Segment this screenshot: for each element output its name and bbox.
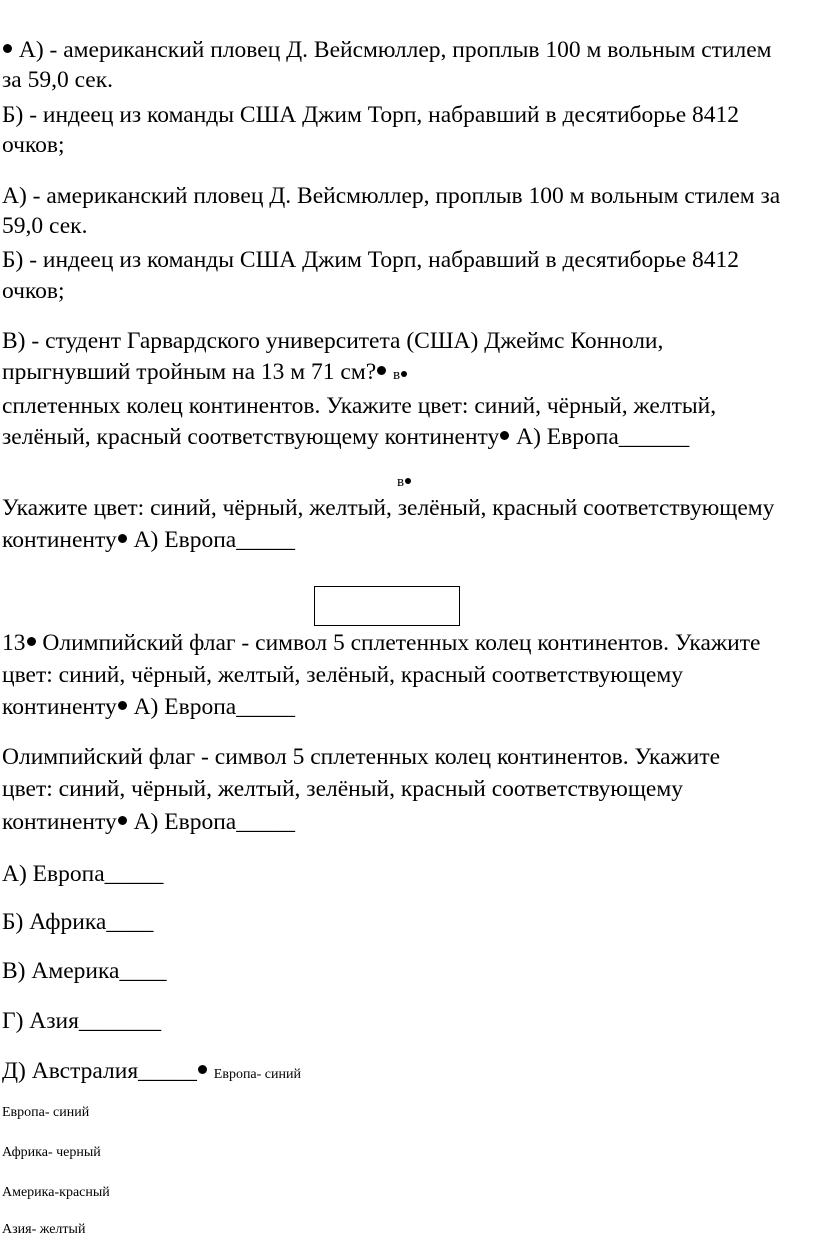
stray-marker: в: [397, 473, 412, 491]
block2-line2: 59,0 сек.: [2, 213, 88, 239]
block4-line2: континенту А) Европа_____: [2, 527, 295, 553]
bullet-icon: [27, 637, 36, 646]
option-europe: А) Европа_____: [2, 861, 164, 887]
block2-line4: очков;: [2, 278, 65, 304]
block5-line2: цвет: синий, чёрный, желтый, зелёный, красный соответствующему: [2, 662, 683, 688]
bullet-icon: [3, 44, 12, 53]
block5-line1: 13 Олимпийский флаг - символ 5 сплетенных колец континентов. Укажите: [2, 630, 761, 656]
block5-line3: континенту А) Европа_____: [2, 694, 295, 720]
bullet-icon: [118, 816, 127, 825]
bullet-icon: [405, 478, 411, 484]
answer-europe: Европа- синий: [2, 1105, 90, 1120]
option-africa: Б) Африка____: [2, 909, 154, 935]
block6-line3: континенту А) Европа_____: [2, 809, 295, 835]
block1-line3: Б) - индеец из команды США Джим Торп, набравший в десятиборье 8412: [2, 102, 740, 128]
block2-line1: А) - американский пловец Д. Вейсмюллер, проплыв 100 м вольным стилем за: [2, 183, 781, 209]
block2-line3: Б) - индеец из команды США Джим Торп, набравший в десятиборье 8412: [2, 247, 740, 273]
bullet-icon: [118, 534, 127, 543]
bullet-icon: [198, 1065, 207, 1074]
answer-america: Америка-красный: [2, 1185, 110, 1200]
answer-asia: Азия- желтый: [2, 1222, 86, 1237]
block1-line1: А) - американский пловец Д. Вейсмюллер, проплыв 100 м вольным стилем: [2, 36, 772, 64]
empty-frame: [314, 586, 460, 626]
bullet-icon: [401, 371, 407, 377]
block6-line2: цвет: синий, чёрный, желтый, зелёный, красный соответствующему: [2, 776, 683, 802]
bullet-icon: [377, 366, 386, 375]
block3-line2: прыгнувший тройным на 13 м 71 см? в: [2, 358, 408, 389]
block4-line1: Укажите цвет: синий, чёрный, желтый, зелёный, красный соответствующему: [2, 495, 775, 521]
option-asia: Г) Азия_______: [2, 1008, 162, 1034]
option-australia: Д) Австралия_____ Европа- синий: [2, 1058, 301, 1084]
bullet-icon: [500, 431, 509, 440]
block6-line1: Олимпийский флаг - символ 5 сплетенных колец континентов. Укажите: [2, 744, 721, 770]
answer-africa: Африка- черный: [2, 1145, 101, 1160]
block3-line3: сплетенных колец континентов. Укажите цвет: синий, чёрный, желтый,: [2, 393, 717, 419]
block1-line4: очков;: [2, 132, 65, 158]
block1-line2: за 59,0 сек.: [2, 67, 114, 93]
option-america: В) Америка____: [2, 958, 167, 984]
block3-line1: В) - студент Гарвардского университета (США) Джеймс Конноли,: [2, 328, 664, 354]
bullet-icon: [118, 701, 127, 710]
block3-line4: зелёный, красный соответствующему континенту А) Европа______: [2, 424, 690, 450]
